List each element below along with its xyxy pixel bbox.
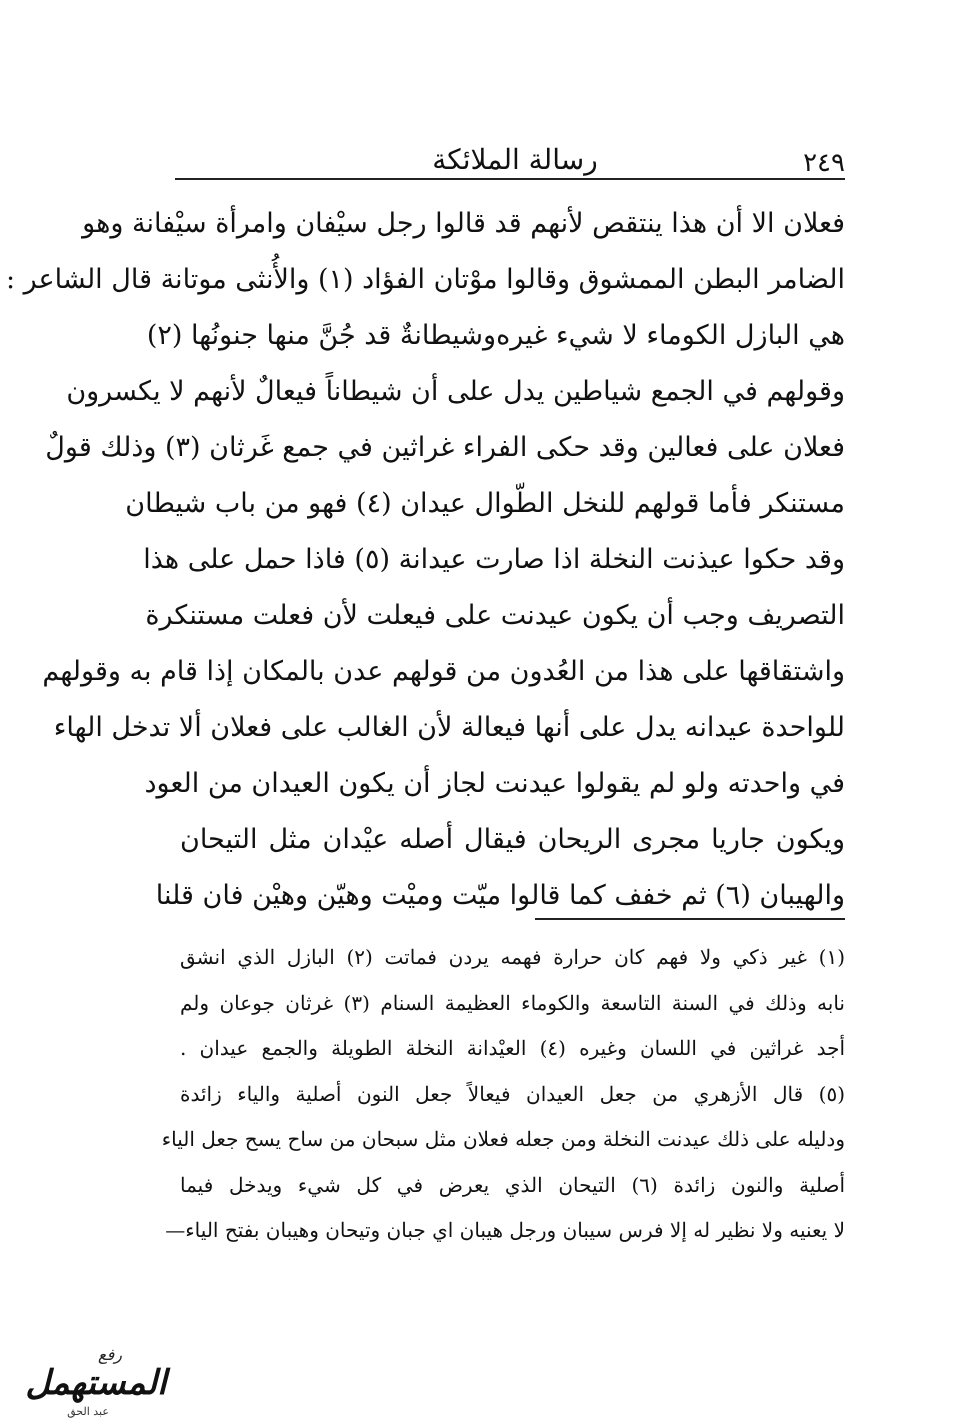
main-text: [5, 196, 845, 924]
footnotes: [161, 935, 845, 1254]
header-rule: [175, 178, 845, 180]
footnote-line: أصلية والنون زائدة (٦) التيحان الذي يعرض في كل شيء ويدخل فيما: [180, 1172, 845, 1197]
footnote-line: نابه وذلك في السنة التاسعة والكوماء العظيمة السنام (٣) غرثان جوعان ولم: [180, 990, 845, 1015]
text-line: فعلان الا أن هذا ينتقص لأنهم قد قالوا رجل سيْفان وامرأة سيْفانة وهو: [82, 208, 845, 239]
text-line: ويكون جاريا مجرى الريحان فيقال أصله عيْدان مثل التيحان: [180, 824, 845, 855]
footnote-line: لا يعنيه ولا نظير له إلا فرس سيبان ورجل هيبان اي جبان وتيحان وهيبان بفتح الياء—: [165, 1218, 845, 1242]
text-line: للواحدة عيدانه يدل على أنها فيعالة لأن الغالب على فعلان ألا تدخل الهاء: [53, 712, 845, 743]
text-line: مستنكر فأما قولهم للنخل الطّوال عيدان (٤) فهو من باب شيطان: [125, 488, 845, 519]
verse-second-hemistich: وشيطانةٌ قد جُنَّ منها جنونُها (٢): [146, 320, 497, 351]
footnote-rule: [535, 918, 845, 920]
stamp-signature: عبد الحق: [67, 1405, 109, 1418]
stamp-top-word: رفع: [98, 1345, 122, 1364]
page-header: [185, 138, 845, 178]
text-line: فعلان على فعالين وقد حكى الفراء غراثين في جمع غَرثان (٣) وذلك قولٌ: [45, 432, 845, 463]
footnote-line: أجد غراثين في اللسان وغيره (٤) العيْدانة النخلة الطويلة والجمع عيدان .: [180, 1036, 845, 1060]
footnote-line: (١) غير ذكي ولا فهم كان حرارة فهمه يردن فماتت (٢) البازل الذي انشق: [180, 945, 845, 969]
footnote-line: (٥) قال الأزهري من جعل العيدان فيعالاً جعل النون أصلية والياء زائدة: [180, 1081, 845, 1106]
running-title: رسالة الملائكة: [432, 143, 598, 176]
footnote-line: ودليله على ذلك عيدنت النخلة ومن جعله فعلان مثل سبحان من ساح يسح جعل الياء: [161, 1127, 845, 1151]
page-number: ٢٤٩: [803, 148, 845, 178]
stamp-main-word: المستهمل: [25, 1363, 167, 1403]
verse-first-hemistich: هي البازل الكوماء لا شيء غيره: [496, 320, 845, 351]
text-line: الضامر البطن الممشوق وقالوا موْتان الفؤاد (١) والأُنثى موتانة قال الشاعر :: [5, 264, 845, 295]
poetry-verse: [146, 308, 845, 364]
text-line: واشتقاقها على هذا من العُدون من قولهم عدن بالمكان إذا قام به وقولهم: [42, 656, 845, 687]
text-line: والهيبان (٦) ثم خفف كما قالوا ميّت وميْت وهيّن وهيْن فان قلنا: [155, 880, 845, 911]
text-line: التصريف وجب أن يكون عيدنت على فيعلت لأن فعلت مستنكرة: [145, 600, 845, 631]
text-line: في واحدته ولو لم يقولوا عيدنت لجاز أن يكون العيدان من العود: [144, 768, 845, 799]
text-line: وقد حكوا عيذنت النخلة اذا صارت عيدانة (٥) فاذا حمل على هذا: [143, 544, 845, 575]
text-line: وقولهم في الجمع شياطين يدل على أن شيطاناً فيعالٌ لأنهم لا يكسرون: [66, 376, 845, 407]
library-stamp-logo: [18, 1338, 178, 1420]
